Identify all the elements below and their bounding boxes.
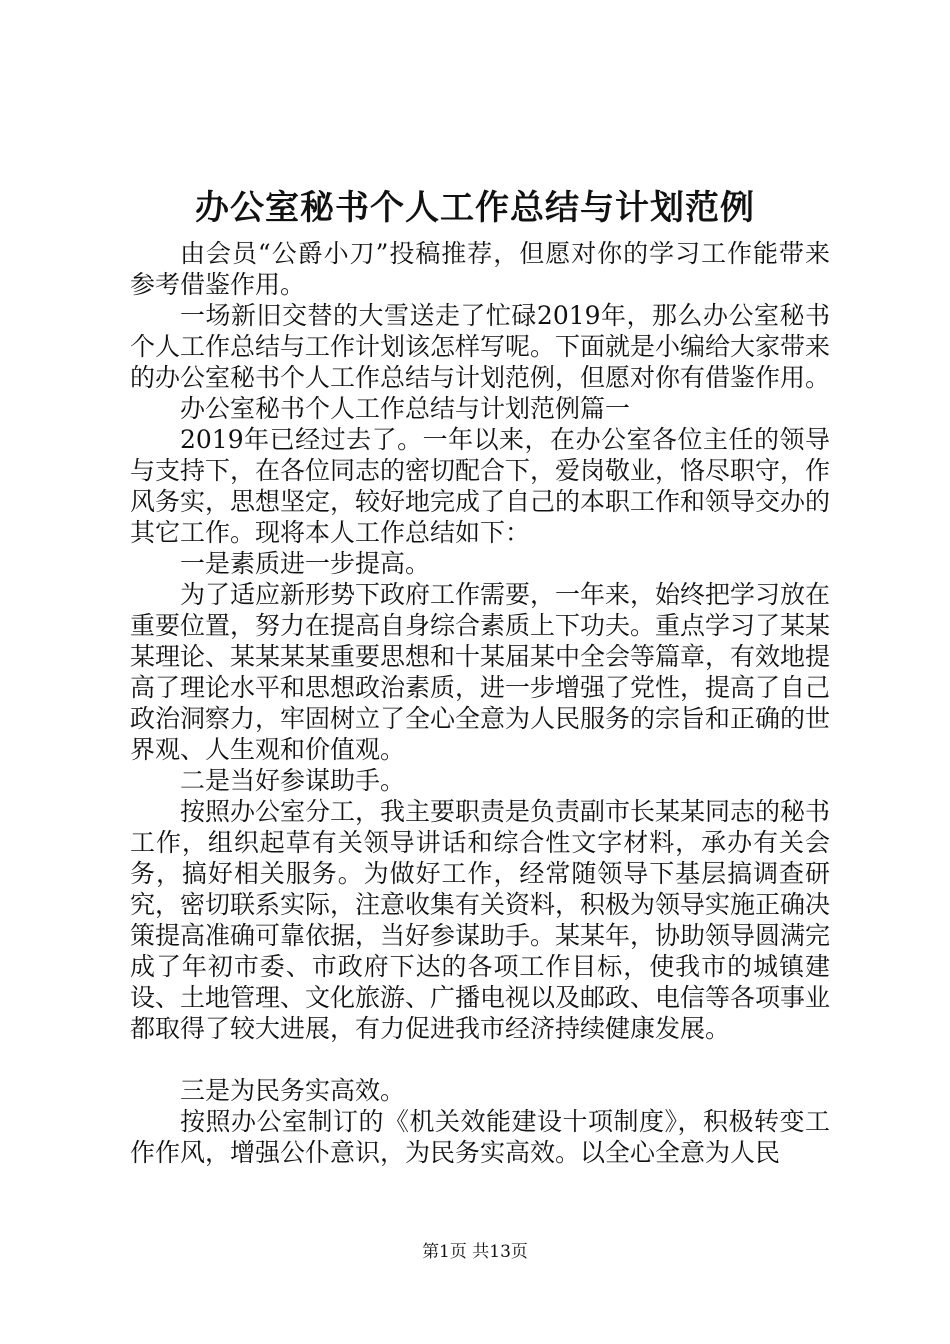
intro-paragraph: 由会员“公爵小刀”投稿推荐，但愿对你的学习工作能带来参考借鉴作用。: [130, 239, 830, 299]
document-title: 办公室秘书个人工作总结与计划范例: [195, 188, 755, 228]
body-paragraph: 按照办公室分工，我主要职责是负责副市长某某同志的秘书工作，组织起草有关领导讲话和综合性文字材料，承办有关会务，搞好相关服务。为做好工作，经常随领导下基层搞调查研究，密切联系实际，注意收集有关资料，积极为领导实施正确决策提高准确可靠依据，当好参谋助手。某某年，协助领导圆满完成了年初市委、市政府下达的各项工作目标，使我市的城镇建设、土地管理、文化旅游、广播电视以及邮政、电信等各项事业都取得了较大进展，有力促进我市经济持续健康发展。: [130, 797, 831, 1043]
body-paragraph: 2019年已经过去了。一年以来，在办公室各位主任的领导与支持下，在各位同志的密切配合下，爱岗敬业，恪尽职守，作风务实，思想坚定，较好地完成了自己的本职工作和领导交办的其它工作。现将本人工作总结如下：: [130, 425, 831, 547]
point-heading: 三是为民务实高效。: [180, 1076, 406, 1105]
page-number: 第1页 共13页: [422, 1242, 528, 1262]
intro-paragraph: 一场新旧交替的大雪送走了忙碌2019年，那么办公室秘书个人工作总结与工作计划该怎样写呢。下面就是小编给大家带来的办公室秘书个人工作总结与计划范例，但愿对你有借鉴作用。: [130, 301, 831, 392]
body-paragraph: 为了适应新形势下政府工作需要，一年来，始终把学习放在重要位置，努力在提高自身综合素质上下功夫。重点学习了某某某理论、某某某某重要思想和十某届某中全会等篇章，有效地提高了理论水平和思想政治素质，进一步增强了党性，提高了自己政治洞察力，牢固树立了全心全意为人民服务的宗旨和正确的世界观、人生观和价值观。: [130, 580, 831, 764]
section-heading: 办公室秘书个人工作总结与计划范例篇一: [180, 394, 631, 423]
point-heading: 一是素质进一步提高。: [180, 549, 431, 578]
point-heading: 二是当好参谋助手。: [180, 766, 406, 795]
body-paragraph: 按照办公室制订的《机关效能建设十项制度》，积极转变工作作风，增强公仆意识，为民务实高效。以全心全意为人民: [130, 1107, 830, 1167]
document-body: [130, 238, 830, 1168]
